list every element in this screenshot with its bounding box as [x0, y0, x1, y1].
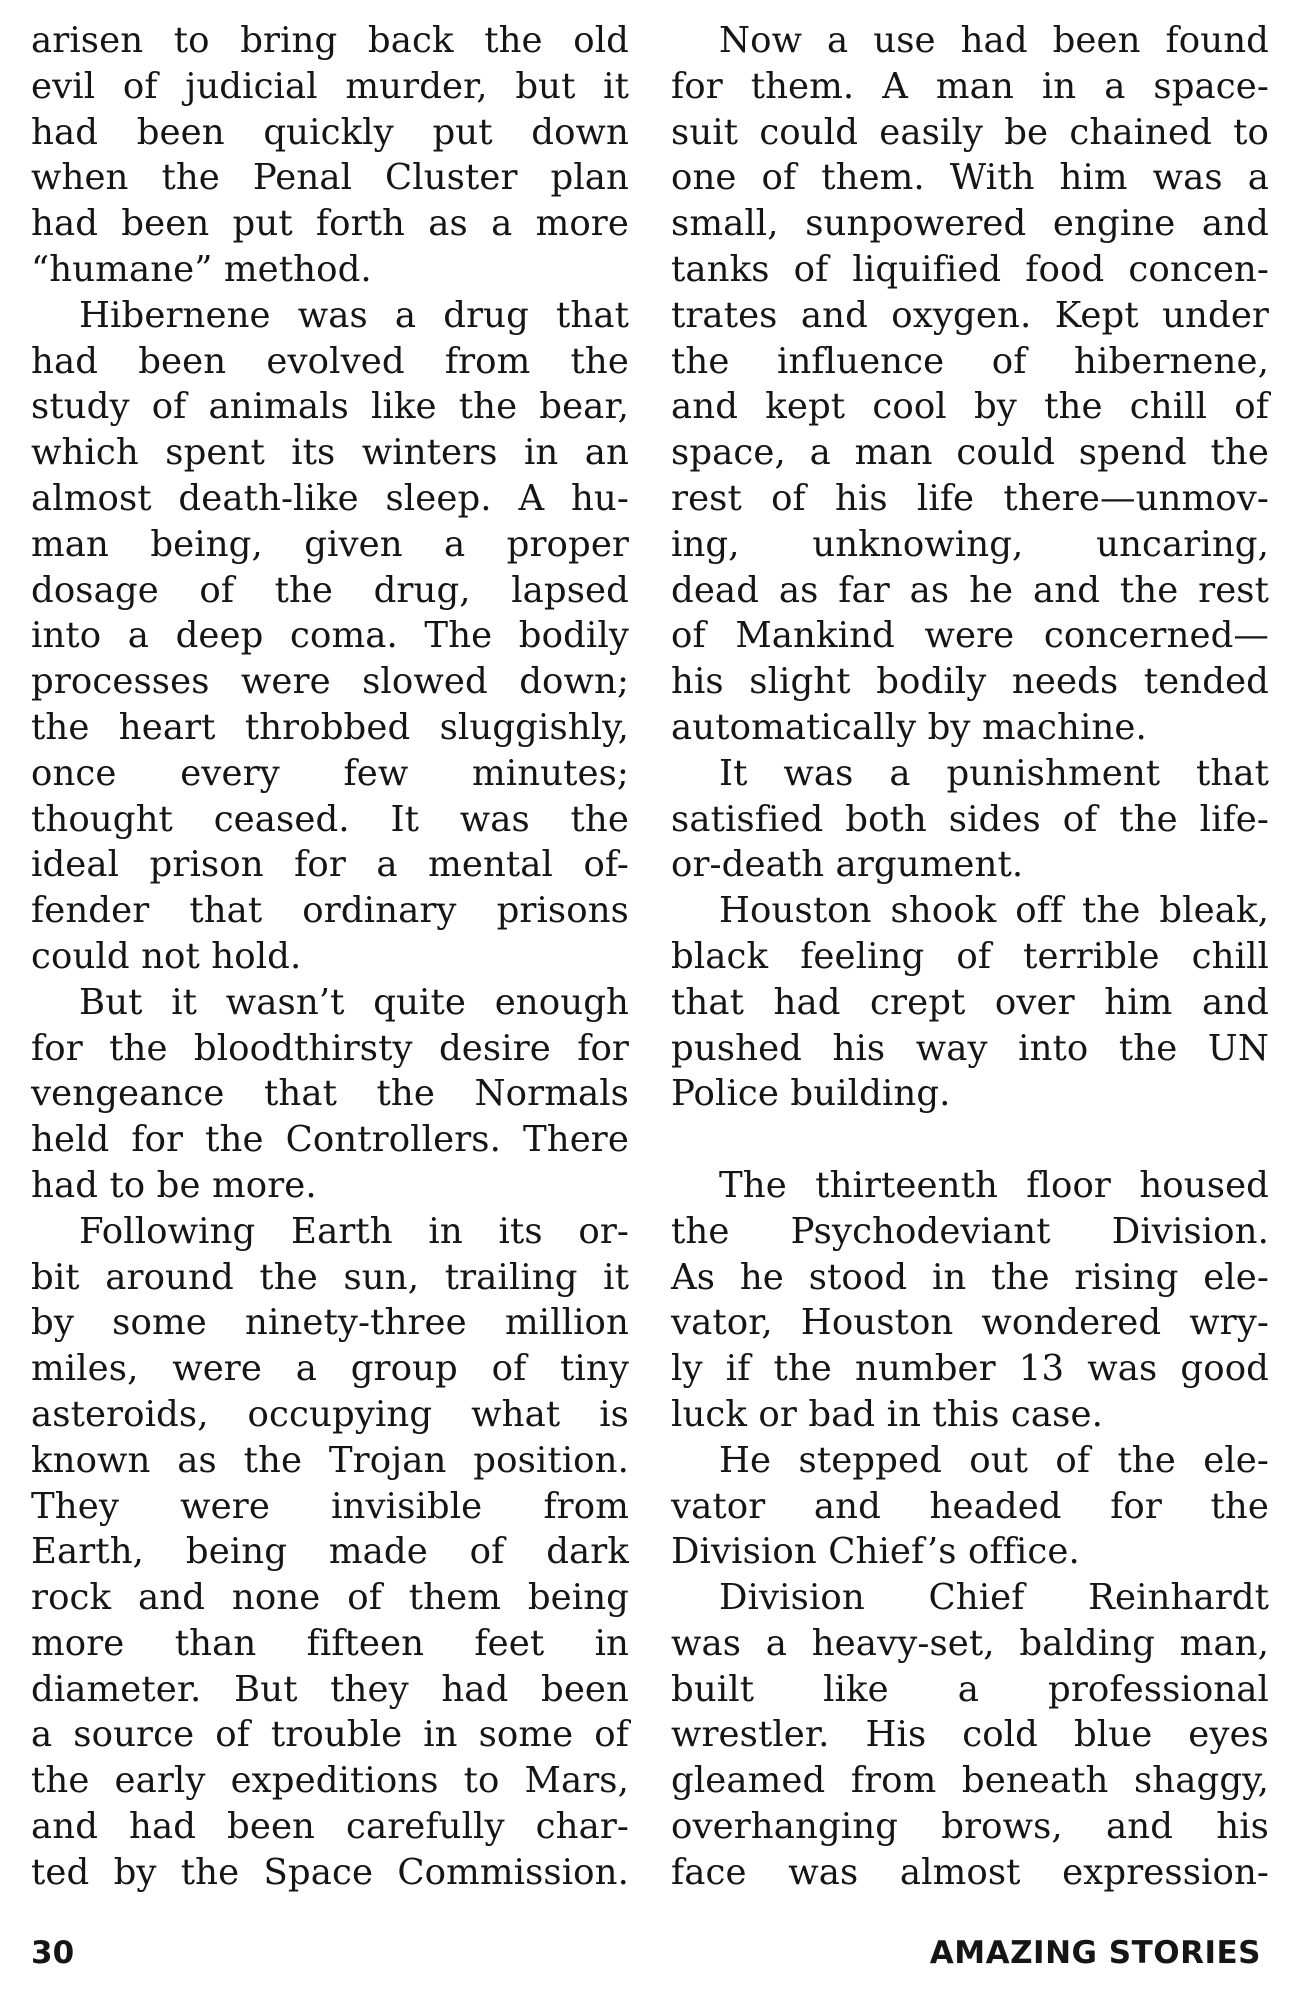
text-line: had been put forth as a more: [31, 203, 629, 245]
text-line: They were invisible from: [31, 1485, 629, 1527]
text-line: Earth, being made of dark: [31, 1531, 629, 1573]
text-line: Division Chief’s office.: [671, 1531, 1080, 1573]
text-line: a source of trouble in some of: [31, 1714, 629, 1756]
text-line: of Mankind were concerned—: [671, 615, 1269, 657]
text-line: thought ceased. It was the: [31, 798, 629, 840]
text-line: that had crept over him and: [671, 981, 1269, 1023]
text-line: luck or bad in this case.: [671, 1393, 1103, 1435]
left-text-column: [31, 18, 629, 1896]
text-line: vator and headed for the: [671, 1485, 1269, 1527]
text-line: Following Earth in its or-: [79, 1210, 629, 1252]
text-line: suit could easily be chained to: [671, 111, 1269, 153]
text-line: satisfied both sides of the life-: [671, 798, 1269, 840]
text-line: But it wasn’t quite enough: [79, 981, 629, 1023]
text-line: bit around the sun, trailing it: [31, 1256, 629, 1298]
text-line: which spent its winters in an: [31, 432, 629, 474]
text-line: overhanging brows, and his: [671, 1806, 1269, 1848]
text-line: automatically by machine.: [671, 706, 1147, 748]
text-line: asteroids, occupying what is: [31, 1393, 629, 1435]
text-line: man being, given a proper: [31, 523, 629, 565]
text-line: for the bloodthirsty desire for: [31, 1027, 629, 1069]
page-number: 30: [31, 1935, 75, 1971]
text-line: known as the Trojan position.: [31, 1439, 629, 1481]
text-line: [671, 1117, 1269, 1163]
text-line: Police building.: [671, 1073, 951, 1115]
text-line: when the Penal Cluster plan: [31, 157, 629, 199]
text-line: and had been carefully char-: [31, 1806, 629, 1848]
text-line: and kept cool by the chill of: [671, 386, 1269, 428]
text-line: dosage of the drug, lapsed: [31, 569, 629, 611]
text-line: The thirteenth floor housed: [719, 1164, 1269, 1206]
text-line: had to be more.: [31, 1164, 317, 1206]
text-line: black feeling of terrible chill: [671, 935, 1269, 977]
text-line: once every few minutes;: [31, 752, 629, 794]
text-line: had been evolved from the: [31, 340, 629, 382]
text-line: into a deep coma. The bodily: [31, 615, 629, 657]
text-line: “humane” method.: [31, 248, 372, 290]
text-line: small, sunpowered engine and: [671, 203, 1269, 245]
text-line: face was almost expression-: [671, 1851, 1269, 1893]
text-line: more than fifteen feet in: [31, 1622, 629, 1664]
text-line: almost death-like sleep. A hu-: [31, 477, 629, 519]
text-line: rock and none of them being: [31, 1577, 629, 1619]
text-line: diameter. But they had been: [31, 1668, 629, 1710]
text-line: the heart throbbed sluggishly,: [31, 706, 629, 748]
text-line: ideal prison for a mental of-: [31, 844, 629, 886]
text-line: could not hold.: [31, 935, 302, 977]
text-line: Now a use had been found: [719, 20, 1269, 61]
text-line: miles, were a group of tiny: [31, 1348, 629, 1390]
text-line: Houston shook off the bleak,: [719, 890, 1269, 932]
text-line: pushed his way into the UN: [671, 1027, 1269, 1069]
text-line: wrestler. His cold blue eyes: [671, 1714, 1269, 1756]
text-line: evil of judicial murder, but it: [31, 65, 629, 107]
text-line: by some ninety-three million: [31, 1302, 629, 1344]
text-line: As he stood in the rising ele-: [671, 1256, 1269, 1298]
text-line: Division Chief Reinhardt: [719, 1577, 1269, 1619]
text-line: study of animals like the bear,: [31, 386, 629, 428]
text-line: arisen to bring back the old: [31, 20, 629, 61]
text-line: had been quickly put down: [31, 111, 629, 153]
text-line: dead as far as he and the rest: [671, 569, 1269, 611]
text-line: held for the Controllers. There: [31, 1119, 629, 1161]
text-line: the early expeditions to Mars,: [31, 1760, 629, 1802]
text-line: It was a punishment that: [719, 752, 1269, 794]
text-line: or-death argument.: [671, 844, 1024, 886]
text-line: ted by the Space Commission.: [31, 1851, 629, 1893]
text-line: one of them. With him was a: [671, 157, 1269, 199]
text-line: ly if the number 13 was good: [671, 1348, 1269, 1390]
text-line: Hibernene was a drug that: [79, 294, 629, 336]
text-line: for them. A man in a space-: [671, 65, 1269, 107]
right-text-column: [671, 18, 1269, 1896]
text-line: He stepped out of the ele-: [719, 1439, 1269, 1481]
text-line: the influence of hibernene,: [671, 340, 1269, 382]
text-line: vator, Houston wondered wry-: [671, 1302, 1269, 1344]
text-line: processes were slowed down;: [31, 661, 629, 703]
text-line: the Psychodeviant Division.: [671, 1210, 1269, 1252]
text-line: rest of his life there—unmov-: [671, 477, 1269, 519]
text-line: his slight bodily needs tended: [671, 661, 1269, 703]
text-line: trates and oxygen. Kept under: [671, 294, 1269, 336]
text-line: built like a professional: [671, 1668, 1269, 1710]
text-line: space, a man could spend the: [671, 432, 1269, 474]
running-head: AMAZING STORIES: [929, 1935, 1261, 1971]
text-line: vengeance that the Normals: [31, 1073, 629, 1115]
text-line: gleamed from beneath shaggy,: [671, 1760, 1269, 1802]
text-line: was a heavy-set, balding man,: [671, 1622, 1269, 1664]
text-line: fender that ordinary prisons: [31, 890, 629, 932]
text-line: tanks of liquified food concen-: [671, 248, 1269, 290]
text-line: ing, unknowing, uncaring,: [671, 523, 1269, 565]
